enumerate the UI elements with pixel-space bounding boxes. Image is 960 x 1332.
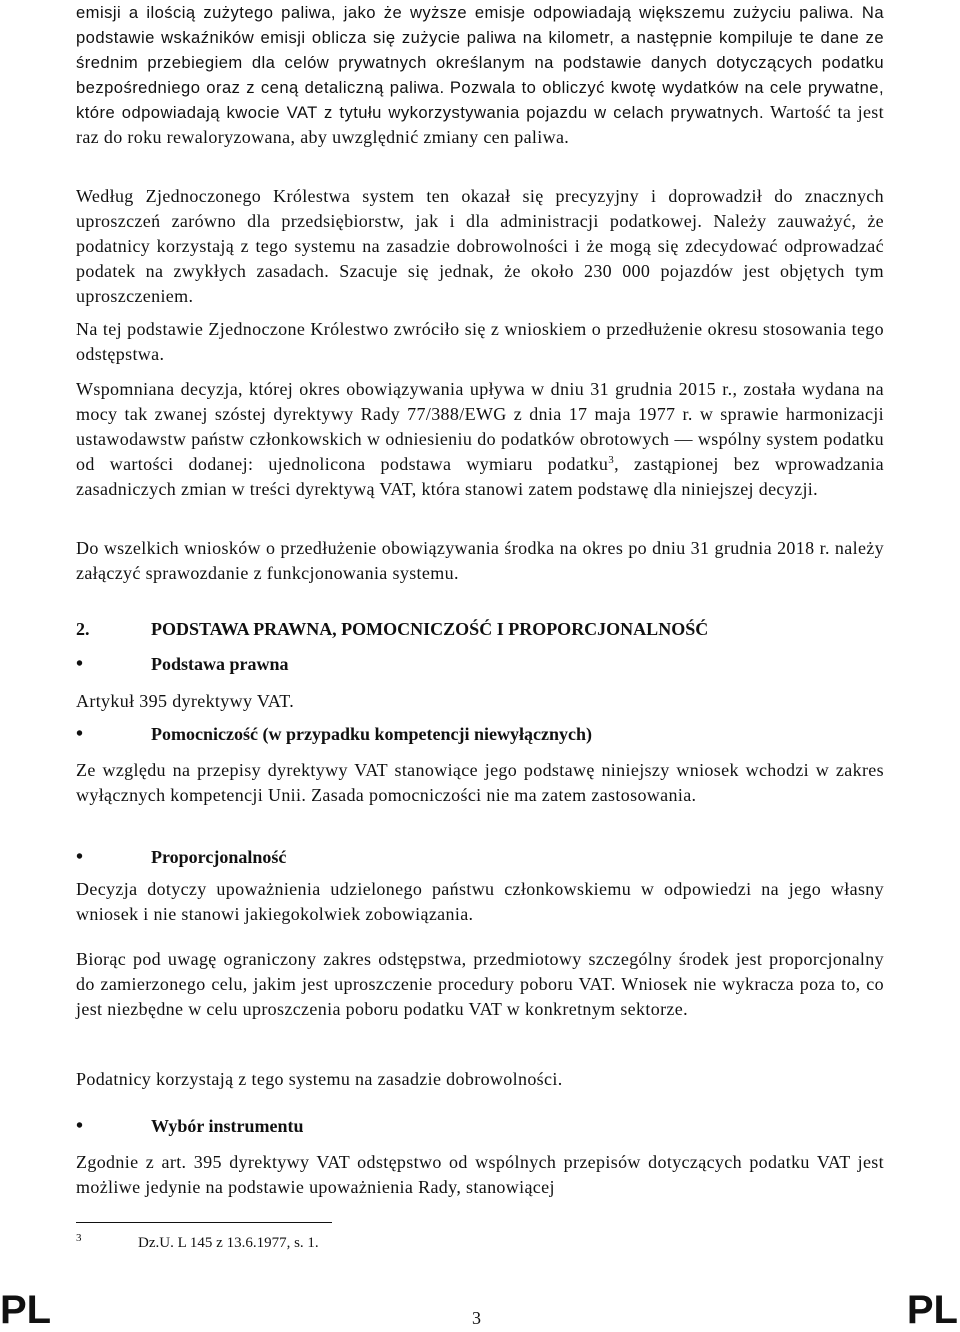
paragraph-text: Artykuł 395 dyrektywy VAT.	[76, 691, 295, 711]
paragraph-report	[76, 536, 884, 586]
paragraph-decision-basis	[76, 377, 884, 502]
paragraph-text: Zgodnie z art. 395 dyrektywy VAT odstępstwo od wspólnych przepisów dotyczących podatku VAT jest możliwe jedynie na podstawie upoważnienia Rady, stanowiącej	[76, 1152, 884, 1197]
subheading-text: Pomocniczość (w przypadku kompetencji niewyłącznych)	[151, 724, 592, 744]
page-number: 3	[472, 1308, 481, 1328]
bullet-icon: •	[76, 846, 84, 868]
paragraph-fuel-emissions	[76, 0, 884, 150]
paragraph-text: , zastąpionej bez wprowadzania zasadniczych zmian w treści dyrektywą VAT, która stanowi zatem podstawę dla niniejszej decyzji.	[76, 454, 884, 499]
subheading-text: Podstawa prawna	[151, 654, 289, 674]
subheading-legal-basis	[76, 652, 289, 677]
footnote-reference[interactable]: 3	[608, 454, 615, 466]
footnote	[76, 1232, 319, 1252]
footnote-divider	[76, 1222, 332, 1223]
paragraph-text: Decyzja dotyczy upoważnienia udzielonego państwu członkowskiemu w odpowiedzi na jego własny wniosek i nie stanowi jakiegokolwiek zobowiązania.	[76, 879, 884, 924]
footnote-text: Dz.U. L 145 z 13.6.1977, s. 1.	[138, 1235, 319, 1251]
section-title: PODSTAWA PRAWNA, POMOCNICZOŚĆ I PROPORCJONALNOŚĆ	[151, 619, 709, 639]
paragraph-proportionality-3	[76, 1067, 884, 1092]
paragraph-text: Wartość ta jest raz do roku rewaloryzowana, aby uwzględnić zmiany cen paliwa.	[76, 102, 885, 147]
section-heading	[76, 617, 708, 642]
paragraph-text: Na tej podstawie Zjednoczone Królestwo zwróciło się z wnioskiem o przedłużenie okresu stosowania tego odstępstwa.	[76, 319, 884, 364]
paragraph-proportionality-2	[76, 947, 884, 1022]
subheading-text: Proporcjonalność	[151, 847, 287, 867]
paragraph-text: Ze względu na przepisy dyrektywy VAT stanowiące jego podstawę niniejszy wniosek wchodzi w zakres wyłącznych kompetencji Unii. Zasada pomocniczości nie ma zatem zastosowania.	[76, 760, 884, 805]
paragraph-extension-request	[76, 317, 884, 367]
bullet-icon: •	[76, 723, 84, 745]
paragraph-proportionality-1	[76, 877, 884, 927]
subheading-text: Wybór instrumentu	[151, 1116, 304, 1136]
language-code-right: PL	[906, 1288, 958, 1332]
bullet-icon: •	[76, 653, 84, 675]
footnote-number: 3	[76, 1232, 82, 1244]
paragraph-legal-basis	[76, 689, 884, 714]
bullet-icon: •	[76, 1115, 84, 1137]
paragraph-instrument	[76, 1150, 884, 1200]
subheading-subsidiarity	[76, 722, 592, 747]
section-number: 2.	[76, 619, 90, 639]
paragraph-text: Wspomniana decyzja, której okres obowiązywania upływa w dniu 31 grudnia 2015 r., została wydana na mocy tak zwanej szóstej dyrektywy Rady 77/388/EWG z dnia 17 maja 1977 r. w sprawie harmonizacji ustawodawstw państw członkowskich w odniesieniu do podatków obrotowych — wspólny system podatku od wartości dodanej: ujednolicona podstawa wymiaru podatku	[76, 379, 884, 474]
paragraph-text: Biorąc pod uwagę ograniczony zakres odstępstwa, przedmiotowy szczególny środek jest proporcjonalny do zamierzonego celu, jakim jest uproszczenie procedury poboru VAT. Wniosek nie wykracza poza to, co jest niezbędne w celu uproszczenia poboru podatku VAT w konkretnym sektorze.	[76, 949, 884, 1019]
subheading-proportionality	[76, 845, 286, 870]
language-code-left: PL	[0, 1288, 52, 1332]
paragraph-text: emisji a ilością zużytego paliwa, jako że wyższe emisje odpowiadają większemu zużyciu paliwa. Na podstawie wskaźników emisji oblicza się zużycie paliwa na kilometr, a następnie kompiluje te dane ze średnim przebiegiem dla celów prywatnych określanym na podstawie danych dotyczących podatku bezpośredniego oraz z ceną detaliczną paliwa.	[76, 3, 884, 97]
subheading-instrument	[76, 1114, 304, 1139]
paragraph-text: Podatnicy korzystają z tego systemu na zasadzie dobrowolności.	[76, 1069, 563, 1089]
paragraph-text: Według Zjednoczonego Królestwa system ten okazał się precyzyjny i doprowadził do znacznych uproszczeń zarówno dla przedsiębiorstw, jak i dla administracji podatkowej. Należy zauważyć, że podatnicy korzystają z tego systemu na zasadzie dobrowolności i że mogą się zdecydować odprowadzać podatek na zwykłych zasadach. Szacuje się jednak, że około 230 000 pojazdów jest objętych tym uproszczeniem.	[76, 186, 884, 306]
paragraph-text: Do wszelkich wniosków o przedłużenie obowiązywania środka na okres po dniu 31 grudnia 2018 r. należy załączyć sprawozdanie z funkcjonowania systemu.	[76, 538, 884, 583]
paragraph-uk-system	[76, 184, 884, 309]
paragraph-subsidiarity	[76, 758, 884, 808]
paragraph-text: Pozwala to obliczyć kwotę wydatków na cele prywatne, które odpowiadają kwocie VAT z tytułu wykorzystywania pojazdu w celach prywatnych.	[76, 78, 885, 122]
